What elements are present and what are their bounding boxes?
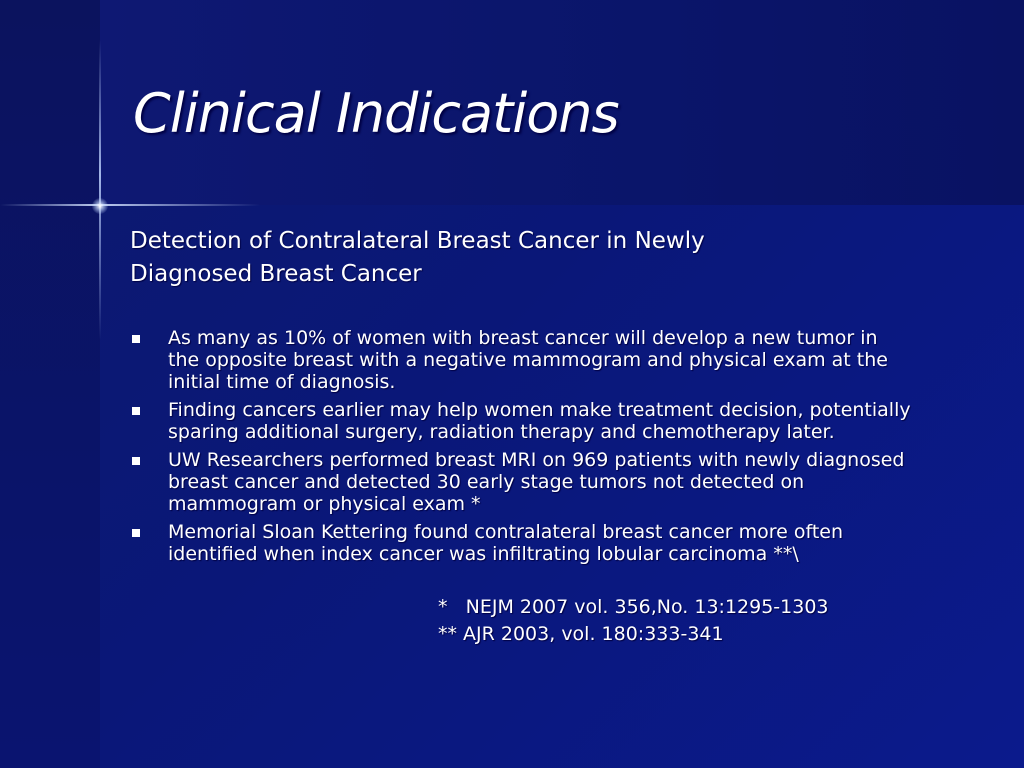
left-background-band — [0, 0, 100, 768]
subtitle-line: Diagnosed Breast Cancer — [130, 261, 422, 287]
list-item — [130, 449, 960, 515]
bullet-text — [168, 449, 905, 515]
square-bullet-icon — [132, 457, 140, 465]
bullet-line: sparing additional surgery, radiation therapy and chemotherapy later. — [168, 421, 835, 443]
bullet-line: breast cancer and detected 30 early stage tumors not detected on — [168, 471, 805, 493]
square-bullet-icon — [132, 529, 140, 537]
reference-line: * NEJM 2007 vol. 356,No. 13:1295-1303 — [438, 596, 829, 618]
bullet-line: the opposite breast with a negative mammogram and physical exam at the — [168, 349, 888, 371]
sparkle-icon — [92, 198, 108, 214]
bullet-text — [168, 399, 911, 443]
bullet-text — [168, 521, 843, 565]
list-item — [130, 521, 960, 565]
vertical-glow-line — [99, 40, 101, 340]
square-bullet-icon — [132, 407, 140, 415]
subtitle-line: Detection of Contralateral Breast Cancer in Newly — [130, 228, 705, 254]
bullet-line: UW Researchers performed breast MRI on 969 patients with newly diagnosed — [168, 449, 905, 471]
bullet-line: Finding cancers earlier may help women make treatment decision, potentially — [168, 399, 911, 421]
horizontal-glow-line — [0, 204, 260, 206]
reference-line: ** AJR 2003, vol. 180:333-341 — [438, 623, 724, 645]
bullet-line: Memorial Sloan Kettering found contralateral breast cancer more often — [168, 521, 844, 543]
slide-title: Clinical Indications — [133, 82, 619, 145]
list-item — [130, 327, 960, 393]
bullet-line: identified when index cancer was infiltrating lobular carcinoma **\ — [168, 543, 799, 565]
bullet-line: initial time of diagnosis. — [168, 371, 396, 393]
references — [438, 594, 829, 648]
square-bullet-icon — [132, 335, 140, 343]
slide-subtitle — [130, 225, 830, 291]
bullet-list — [130, 327, 960, 571]
bullet-line: As many as 10% of women with breast cancer will develop a new tumor in — [168, 327, 878, 349]
bullet-text — [168, 327, 888, 393]
bullet-line: mammogram or physical exam * — [168, 493, 481, 515]
list-item — [130, 399, 960, 443]
